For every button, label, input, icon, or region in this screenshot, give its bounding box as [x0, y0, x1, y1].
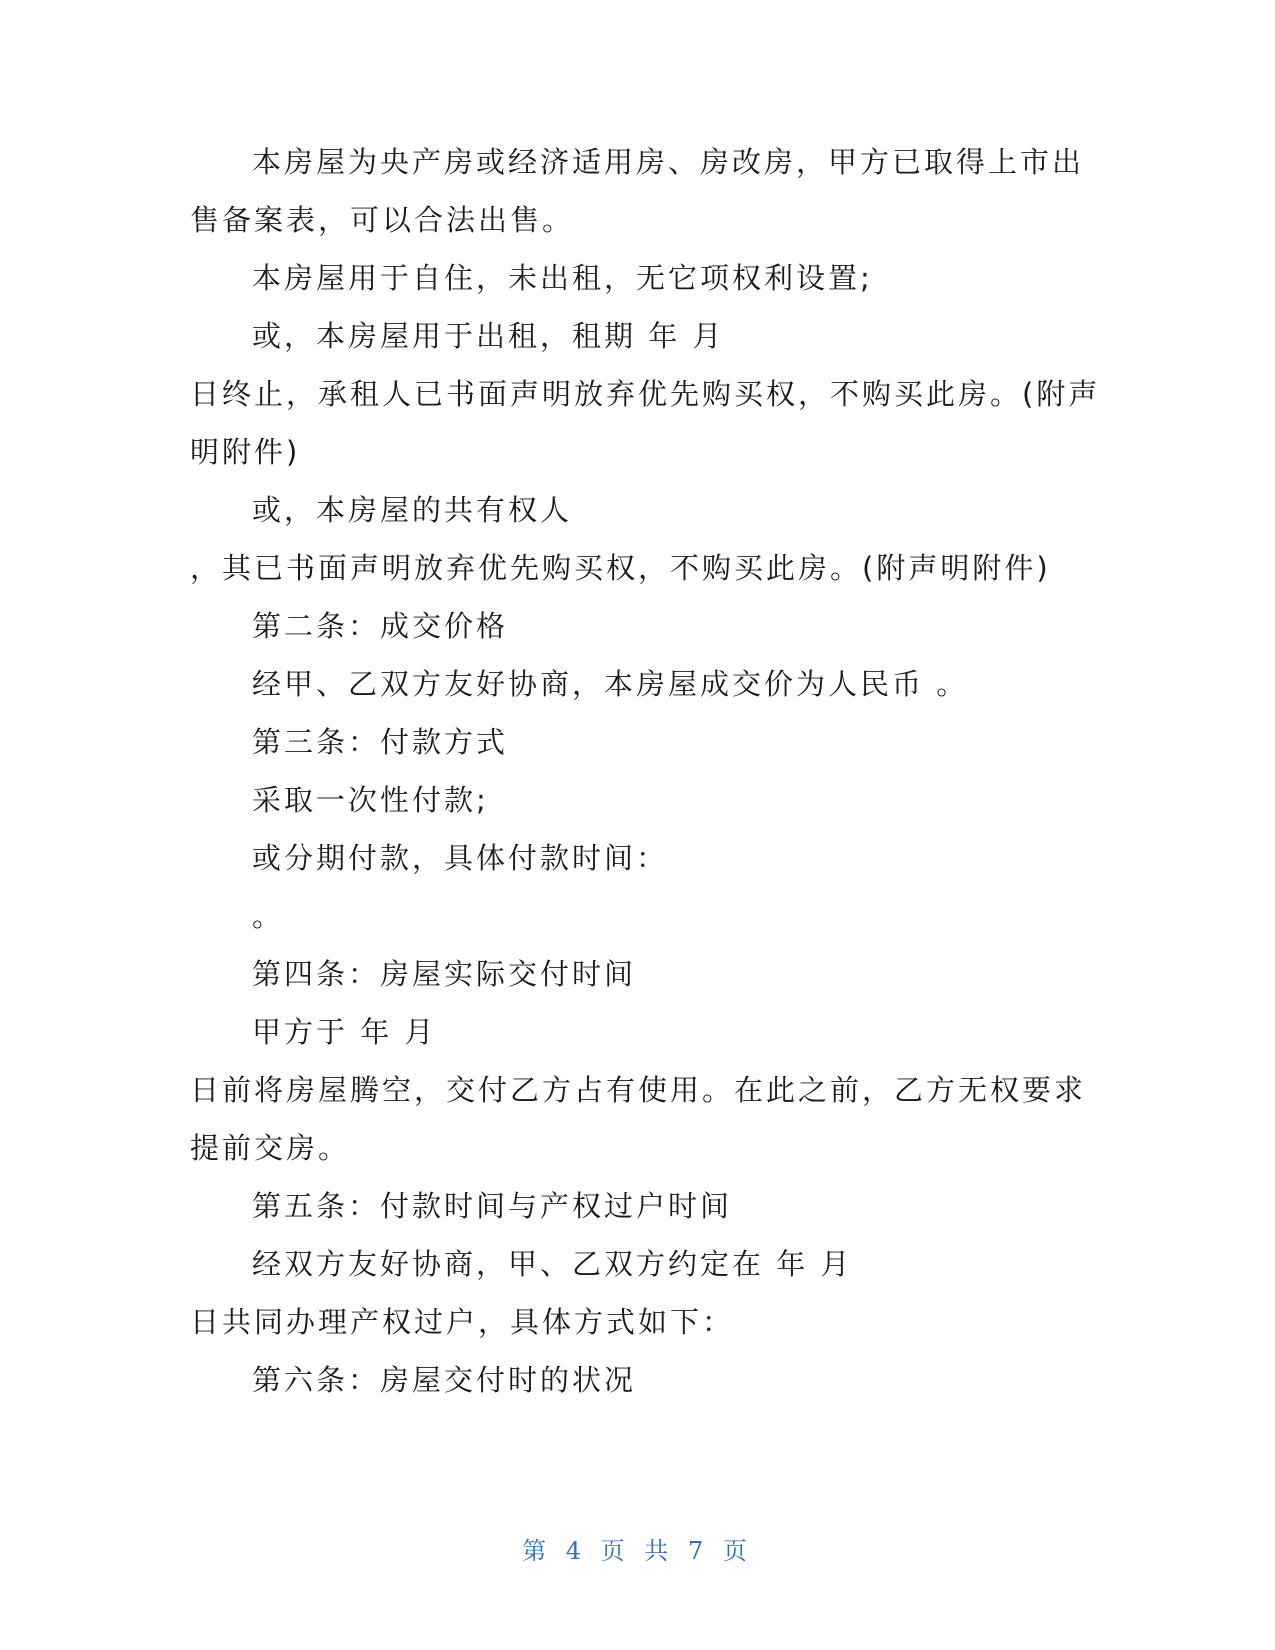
paragraph-line: 或，本房屋用于出租，租期 年 月: [252, 319, 725, 353]
paragraph-line: 经双方友好协商，甲、乙双方约定在 年 月: [252, 1247, 853, 1281]
paragraph-line: 日前将房屋腾空，交付乙方占有使用。在此之前，乙方无权要求: [190, 1073, 1087, 1107]
paragraph-line: 本房屋为央产房或经济适用房、房改房，甲方已取得上市出: [252, 145, 1085, 179]
paragraph-line: 日终止，承租人已书面声明放弃优先购买权，不购买此房。(附声: [190, 377, 1101, 411]
paragraph-line: 提前交房。: [190, 1131, 351, 1165]
paragraph-line: 经甲、乙双方友好协商，本房屋成交价为人民币 。: [252, 667, 969, 701]
section-heading: 第五条：付款时间与产权过户时间: [252, 1189, 733, 1223]
paragraph-line: 采取一次性付款;: [252, 783, 489, 817]
paragraph-line: ，其已书面声明放弃优先购买权，不购买此房。(附声明附件): [190, 551, 1051, 585]
paragraph-line: 或分期付款，具体付款时间：: [252, 841, 669, 875]
paragraph-line: 售备案表，可以合法出售。: [190, 203, 575, 237]
page-number-footer: 第 4 页 共 7 页: [522, 1537, 753, 1565]
paragraph-line: 或，本房屋的共有权人: [252, 493, 573, 527]
paragraph-line: 甲方于 年 月: [252, 1015, 437, 1049]
paragraph-line: 本房屋用于自住，未出租，无它项权利设置;: [252, 261, 873, 295]
section-heading: 第六条：房屋交付时的状况: [252, 1363, 637, 1397]
section-heading: 第四条：房屋实际交付时间: [252, 957, 637, 991]
paragraph-line: 。: [252, 899, 285, 933]
paragraph-line: 日共同办理产权过户，具体方式如下：: [190, 1305, 735, 1339]
section-heading: 第三条：付款方式: [252, 725, 509, 759]
paragraph-line: 明附件): [190, 435, 301, 469]
section-heading: 第二条：成交价格: [252, 609, 509, 643]
